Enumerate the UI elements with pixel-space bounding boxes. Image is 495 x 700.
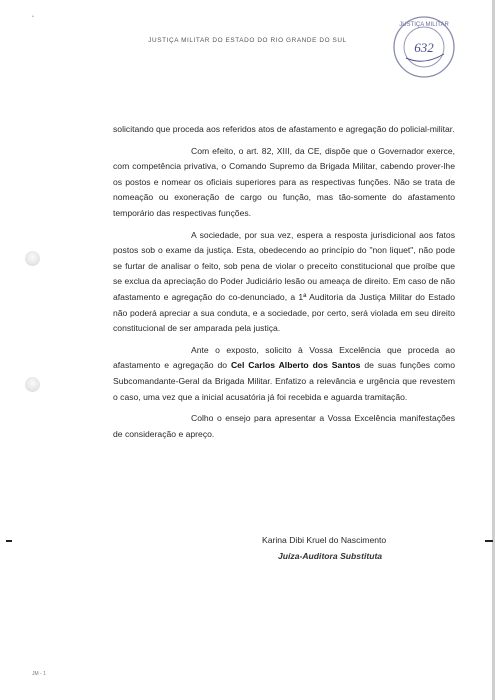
request-text-after: de suas funções como Subcomandante-Geral da Brigada Militar. Enfatizo a relevância e urgência que revestem o caso, uma vez que a inicial acusatória já foi recebida e aguarda tramitação.: [113, 360, 455, 402]
paragraph-3: A sociedade, por sua vez, espera a resposta jurisdicional aos fatos postos sob o exame da justiça. Esta, obedecendo ao princípio do "non liquet", não pode se furtar de analisar o feito, sob pena de violar o preceito constitucional que proíbe que se exclua da apreciação do Poder Judiciário lesão ou ameaça de direito. Em caso de não afastamento e agregação do co-denunciado, a 1ª Auditoria da Justiça Militar do Estado não poderá apreciar a sua conduta, e a sociedade, por certo, será violada em seu direito constitucional de ser amparada pela justiça.: [113, 229, 455, 334]
letter-body: [113, 122, 455, 448]
request-text-before: Ante o exposto, solicito à Vossa Excelência que proceda ao afastamento e agregação do: [113, 344, 455, 371]
scan-mark-left: [6, 540, 12, 542]
paragraph-2: Com efeito, o art. 82, XIII, da CE, dispõe que o Governador exerce, com competência privativa, o Comando Supremo da Brigada Militar, cabendo prover-lhe os postos e nomear os oficiais superiores para as respectivas funções. Não se trata de nomeação ou exoneração de cargo ou função, mas tão-somente do afastamento temporário das respectivas funções.: [113, 145, 455, 218]
corner-mark: •: [32, 14, 34, 20]
court-header: JUSTIÇA MILITAR DO ESTADO DO RIO GRANDE DO SUL: [148, 37, 347, 44]
court-stamp: [386, 14, 462, 80]
paragraph-request: [113, 343, 455, 405]
punch-hole-top: [25, 251, 40, 266]
paragraph-1: solicitando que proceda aos referidos atos de afastamento e agregação do policial-militar.: [113, 124, 455, 134]
punch-hole-bottom: [25, 377, 40, 392]
signatory-title: Juíza-Auditora Substituta: [278, 551, 383, 561]
signatory-name: Karina Dibi Kruel do Nascimento: [262, 535, 387, 545]
stamp-ring-text: JUSTIÇA MILITAR: [399, 22, 449, 28]
scan-mark-right: [485, 540, 493, 542]
paragraph-closing: Colho o ensejo para apresentar a Vossa Excelência manifestações de consideração e apreço.: [113, 413, 455, 439]
accused-name: Cel Carlos Alberto dos Santos: [230, 360, 361, 371]
stamp-number: 632: [414, 40, 434, 55]
footer-code: JM - 1: [32, 671, 46, 677]
